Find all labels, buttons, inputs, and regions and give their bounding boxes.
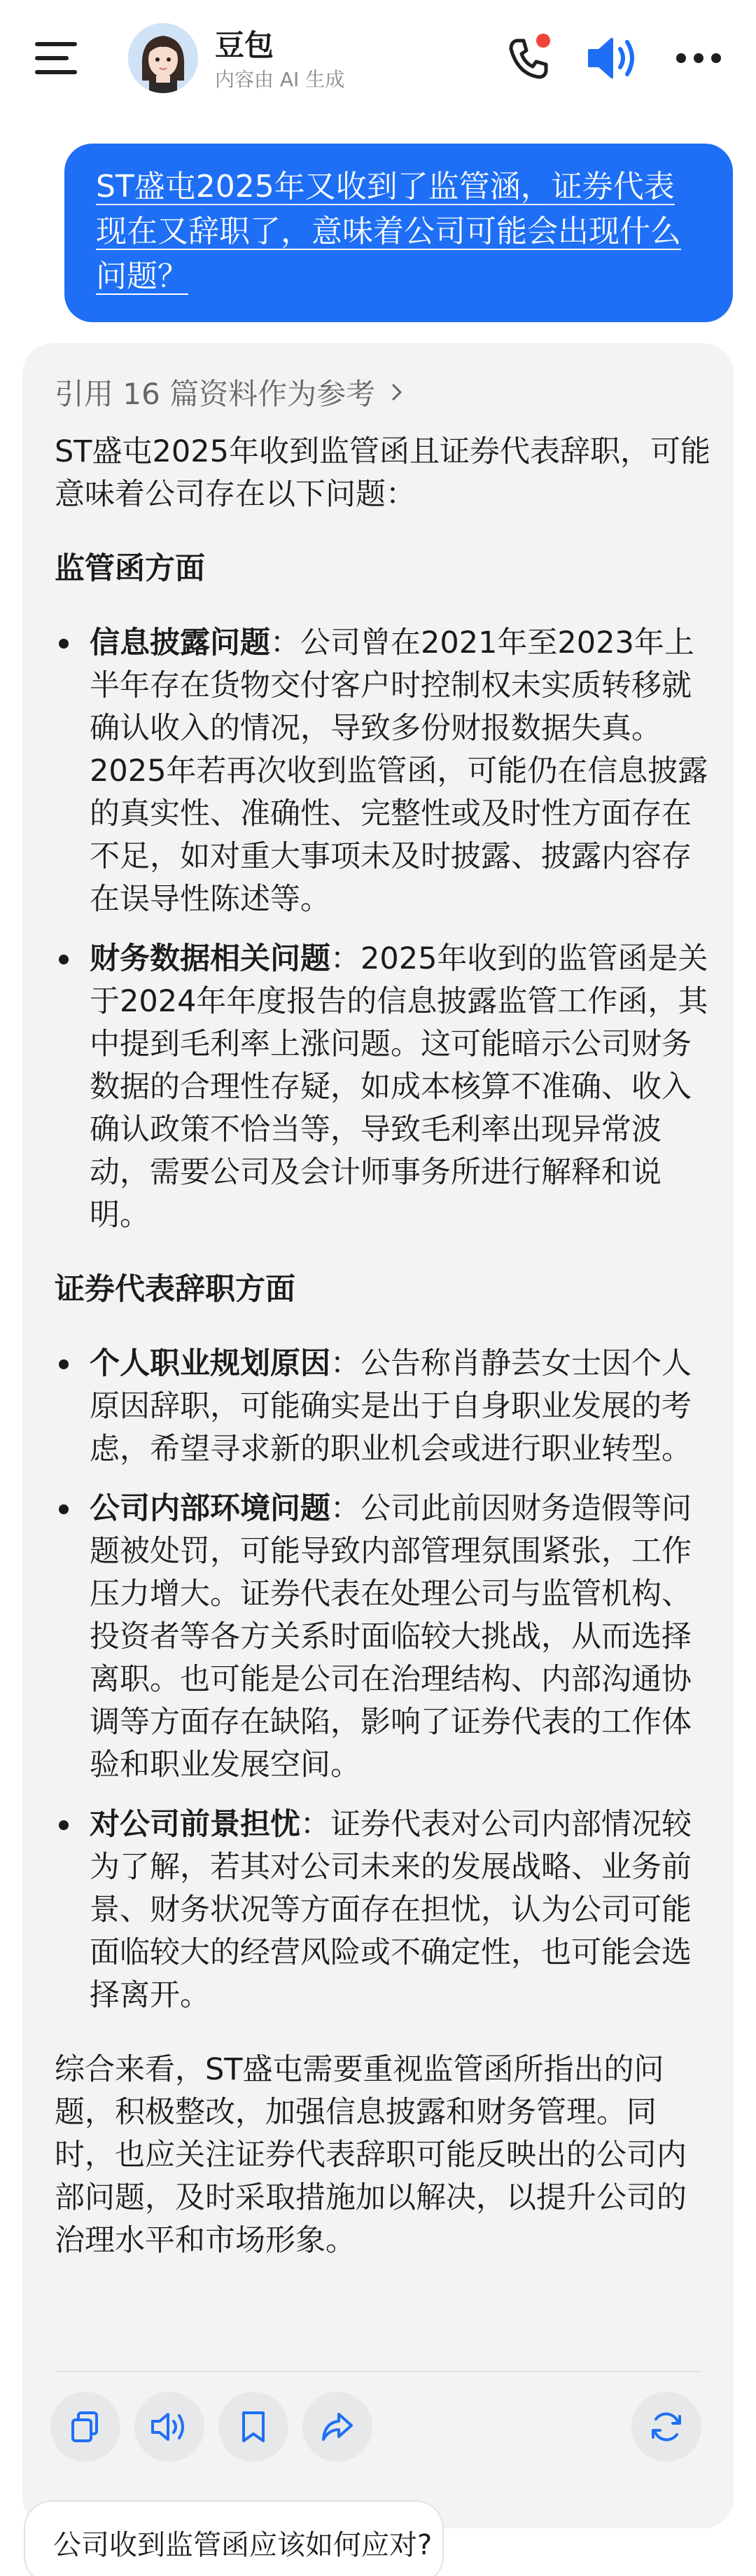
chevron-right-icon [388, 383, 406, 401]
section-title: 证券代表辞职方面 [55, 1272, 295, 1307]
message-action-bar [50, 2392, 708, 2469]
more-icon[interactable] [676, 49, 721, 67]
speaker-icon [587, 35, 640, 81]
copy-button[interactable] [50, 2392, 120, 2462]
ai-generated-note: 内容由 AI 生成 [215, 68, 345, 91]
regenerate-icon [648, 2408, 685, 2446]
section-title: 监管函方面 [55, 551, 205, 586]
regenerate-button[interactable] [631, 2392, 701, 2462]
list-item-title: 财务数据相关问题 [90, 941, 330, 976]
phone-call-button[interactable] [504, 34, 553, 83]
list-item-text: ：证券代表对公司内部情况较为了解，若其对公司未来的发展战略、业务前景、财务状况等方面存在担忧，认为公司可能面临较大的经营风险或不确定性，也可能会选择离开。 [90, 1807, 692, 2013]
share-button[interactable] [302, 2392, 372, 2462]
assistant-answer-card [22, 343, 734, 2528]
bullet-list [55, 1343, 713, 2017]
read-aloud-button[interactable] [134, 2392, 204, 2462]
copy-icon [67, 2409, 104, 2445]
list-item [55, 1803, 713, 2017]
divider [55, 2371, 701, 2372]
answer-conclusion: 综合来看，ST盛屯需要重视监管函所指出的问题，积极整改，加强信息披露和财务管理。同时，也应关注证券代表辞职可能反映出的公司内部问题，及时采取措施加以解决，以提升公司的治理水平和市场形象。 [55, 2052, 687, 2258]
list-item-text: ：公司此前因财务造假等问题被处罚，可能导致内部管理氛围紧张，工作压力增大。证券代表在处理公司与监管机构、投资者等各方关系时面临较大挑战，从而选择离职。也可能是公司在治理结构、内部沟通协调等方面存在缺陷，影响了证券代表的工作体验和职业发展空间。 [90, 1491, 692, 1782]
list-item [55, 938, 713, 1237]
list-item-title: 对公司前景担忧 [90, 1807, 300, 1842]
share-icon [319, 2409, 356, 2445]
menu-icon[interactable] [35, 42, 78, 74]
bot-name: 豆包 [215, 28, 274, 62]
user-message-text: ST盛屯2025年又收到了监管涵，证券代表现在又辞职了，意味着公司可能会出现什么问题？ [96, 169, 681, 294]
answer-intro: ST盛屯2025年收到监管函且证券代表辞职，可能意味着公司存在以下问题： [55, 434, 710, 512]
avatar[interactable] [128, 23, 198, 93]
references-label: 引用 16 篇资料作为参考 [55, 377, 376, 411]
list-item [55, 1488, 713, 1787]
notification-dot [536, 34, 550, 48]
list-item-text: ：公告称肖静芸女士因个人原因辞职，可能确实是出于自身职业发展的考虑，希望寻求新的职业机会或进行职业转型。 [90, 1346, 692, 1467]
top-bar [0, 0, 756, 118]
list-item-title: 信息披露问题 [90, 625, 270, 660]
answer-content [55, 431, 713, 2262]
read-aloud-icon [150, 2409, 189, 2445]
speaker-button[interactable] [587, 35, 640, 81]
user-message-bubble[interactable] [64, 144, 733, 322]
list-item-title: 个人职业规划原因 [90, 1346, 330, 1381]
suggested-question-text: 公司收到监管函应该如何应对? [53, 2529, 433, 2561]
list-item-text: ：2025年收到的监管函是关于2024年年度报告的信息披露监管工作函，其中提到毛利率上涨问题。这可能暗示公司财务数据的合理性存疑，如成本核算不准确、收入确认政策不恰当等，导致毛利率出现异常波动，需要公司及会计师事务所进行解释和说明。 [90, 941, 708, 1233]
bullet-list [55, 622, 713, 1237]
list-item-title: 公司内部环境问题 [90, 1491, 330, 1526]
list-item [55, 1343, 713, 1471]
list-item [55, 622, 713, 921]
suggested-question[interactable] [24, 2500, 444, 2576]
bookmark-button[interactable] [218, 2392, 288, 2462]
list-item-text: ：公司曾在2021年至2023年上半年存在货物交付客户时控制权未实质转移就确认收入的情况，导致多份财报数据失真。2025年若再次收到监管函，可能仍在信息披露的真实性、准确性、完整性或及时性方面存在不足，如对重大事项未及时披露、披露内容存在误导性陈述等。 [90, 625, 708, 917]
bookmark-icon [237, 2409, 270, 2445]
references-link[interactable] [55, 371, 406, 413]
